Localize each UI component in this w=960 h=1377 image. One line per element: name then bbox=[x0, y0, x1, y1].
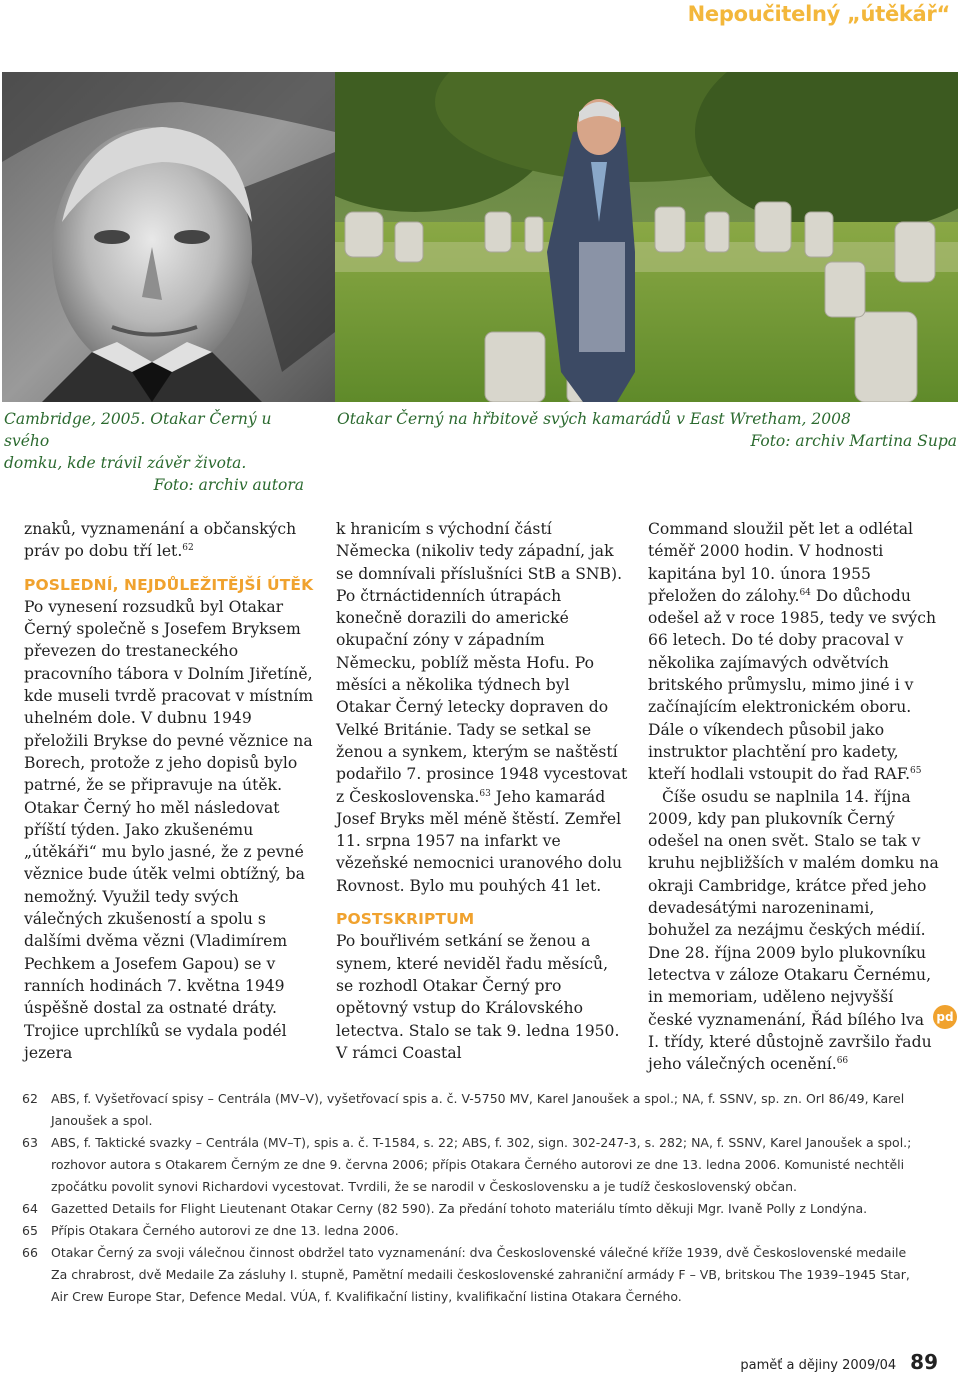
magazine-name: paměť a dějiny 2009/04 bbox=[740, 1358, 897, 1373]
paragraph bbox=[648, 786, 940, 1076]
section-heading: POSTSKRIPTUM bbox=[336, 910, 475, 929]
footnote bbox=[22, 1088, 920, 1132]
paragraph-text: Číše osudu se naplnila 14. října 2009, kdy pan plukovník Černý odešel na onen svět. Stalo se tak v kruhu nejbližších v malém domku na okraji Cambridge, krátce před jeho devadesátými narozeninami, bohužel za nezájmu českých médií. Dne 28. října 2009 bylo plukovníku letectva v záloze Otakaru Černému, in memoriam, uděleno nejvyšší české vyznamenání, Řád bílého lva I. třídy, které důstojně završilo řadu jeho válečných ocenění. bbox=[648, 787, 939, 1074]
footnote-text: Gazetted Details for Flight Lieutenant Otakar Cerny (82 590). Za předání tohoto materiálu tímto děkuji Mgr. Ivaně Polly z Londýna. bbox=[51, 1201, 868, 1216]
paragraph bbox=[648, 518, 940, 786]
cemetery-caption bbox=[337, 408, 957, 452]
paragraph bbox=[24, 518, 316, 563]
paragraph bbox=[336, 518, 628, 897]
portrait-caption-line-2: domku, kde trávil závěr života. bbox=[4, 454, 247, 472]
cemetery-photo bbox=[335, 72, 958, 402]
text-column-3 bbox=[648, 518, 940, 1075]
running-head: Nepoučitelný „útěkář“ bbox=[687, 2, 950, 26]
portrait-caption bbox=[4, 408, 304, 496]
footnote-text: ABS, f. Taktické svazky – Centrála (MV–T), spis a. č. T-1584, s. 22; ABS, f. 302, sign. 302-247-3, s. 282; NA, f. SSNV, Karel Janoušek a spol.; rozhovor autora s Otakarem Černým ze dne 9. června 2006; přípis Otakara Černého autorovi ze dne 13. ledna 2006. Komunisté nechtěli zpočátku povolit synovi Richardovi vycestovat. Tvrdili, že se narodil v Československu a je tudíž československý občan. bbox=[51, 1135, 912, 1194]
footnote-number: 64 bbox=[22, 1201, 38, 1216]
paragraph-text: k hranicím s východní částí Německa (nikoliv tedy západní, jak se domnívali příslušníci StB a SNB). Po čtrnáctidenních útrapách konečně dorazili do americké okupační zóny v západním Německu, poblíž města Hofu. Po měsíci a několika týdnech byl Otakar Černý letecky dopraven do Velké Británie. Tady se setkal se ženou a synkem, kterým se naštěstí podařilo 7. prosince 1948 vycestovat z Československa. bbox=[336, 520, 628, 806]
page-number: 89 bbox=[910, 1350, 938, 1374]
section-heading: POSLEDNÍ, NEJDŮLEŽITĚJŠÍ ÚTĚK bbox=[24, 575, 314, 594]
footnote-ref[interactable]: 65 bbox=[910, 766, 922, 777]
paragraph: Po vynesení rozsudků byl Otakar Černý společně s Josefem Bryksem převezen do trestaneckého pracovního tábora v Dolním Jiřetíně, kde museli tvrdě pracovat v místním uhelném dole. V dubnu 1949 přeložili Brykse do pevné věznice na Borech, protože z jeho dopisů bylo patrné, že se připravuje na útěk. Otakar Černý ho měl následovat příští týden. Jako zkušenému „útěkáři“ mu bylo jasné, že z pevné věznice bude útěk velmi obtížný, ba nemožný. Využil tedy svých válečných zkušeností a spolu s dalšími dvěma vězni (Vladimírem Pechkem a Josefem Gapou) se v ranních hodinách 7. května 1949 úspěšně dostal za ostnaté dráty. Trojice uprchlíků se vydala podél jezera bbox=[24, 597, 314, 1062]
footnote-number: 63 bbox=[22, 1135, 38, 1150]
portrait-credit: Foto: archiv autora bbox=[153, 476, 304, 494]
footnotes bbox=[22, 1088, 920, 1308]
footnote-ref[interactable]: 66 bbox=[836, 1056, 849, 1067]
footnote-number: 66 bbox=[22, 1245, 38, 1260]
footnote bbox=[22, 1220, 920, 1242]
footnote bbox=[22, 1132, 920, 1198]
text-column-2 bbox=[336, 518, 628, 1064]
paragraph-text: Jeho kamarád Josef Bryks měl méně štěstí. Zemřel 11. srpna 1957 na infarkt ve vězeňské nemocnici uranového dolu Rovnost. Bylo mu pouhých 41 let. bbox=[336, 787, 623, 895]
paragraph: Po bouřlivém setkání se ženou a synem, které neviděl řadu měsíců, se rozhodl Otakar Černý pro opětovný vstup do Královského letectva. Stalo se tak 9. ledna 1950. V rámci Coastal bbox=[336, 932, 620, 1062]
folio bbox=[740, 1350, 938, 1374]
footnote-text: Přípis Otakara Černého autorovi ze dne 13. ledna 2006. bbox=[51, 1223, 399, 1238]
portrait-photo bbox=[2, 72, 335, 402]
text-column-1 bbox=[24, 518, 316, 1064]
cemetery-credit: Foto: archiv Martina Supa bbox=[750, 432, 957, 450]
footnote-number: 65 bbox=[22, 1223, 38, 1238]
portrait-caption-line-1: Cambridge, 2005. Otakar Černý u svého bbox=[4, 410, 272, 450]
cemetery-caption-text: Otakar Černý na hřbitově svých kamarádů v East Wretham, 2008 bbox=[337, 410, 851, 428]
footnote bbox=[22, 1242, 920, 1308]
footnote-ref[interactable]: 64 bbox=[799, 587, 811, 598]
paragraph-text: Command sloužil pět let a odlétal téměř 2000 hodin. V hodnosti kapitána byl 10. února 1955 přeložen do zálohy. bbox=[648, 520, 914, 605]
footnote-ref[interactable]: 63 bbox=[479, 788, 491, 799]
footnote bbox=[22, 1198, 920, 1220]
footnote-text: Otakar Černý za svoji válečnou činnost obdržel tato vyznamenání: dva Československé válečné kříže 1939, dvě Československé medaile Za chrabrost, dvě Medaile Za zásluhy I. stupně, Pamětní medaili československé zahraniční armády F – VB, britskou The 1939–1945 Star, Air Crew Europe Star, Defence Medal. VÚA, f. Kvalifikační listiny, kvalifikační listina Otakara Černého. bbox=[51, 1245, 910, 1304]
paragraph-text: znaků, vyznamenání a občanských práv po dobu tří let. bbox=[24, 520, 297, 561]
paragraph-text: Do důchodu odešel až v roce 1985, tedy ve svých 66 letech. Do té doby pracoval v několika zajímavých odvětvích britského průmyslu, mimo jiné i v začínajícím elektronickém oboru. Dále o víkendech působil jako instruktor plachtění pro kadety, kteří hodlali vstoupit do řad RAF. bbox=[648, 586, 937, 784]
footnote-text: ABS, f. Vyšetřovací spisy – Centrála (MV–V), vyšetřovací spis a. č. V-5750 MV, Karel Janoušek a spol.; NA, f. SSNV, sp. zn. OrI 86/49, Karel Janoušek a spol. bbox=[51, 1091, 905, 1128]
end-mark-icon: pd bbox=[933, 1005, 957, 1029]
footnote-number: 62 bbox=[22, 1091, 38, 1106]
footnote-ref[interactable]: 62 bbox=[182, 543, 194, 554]
